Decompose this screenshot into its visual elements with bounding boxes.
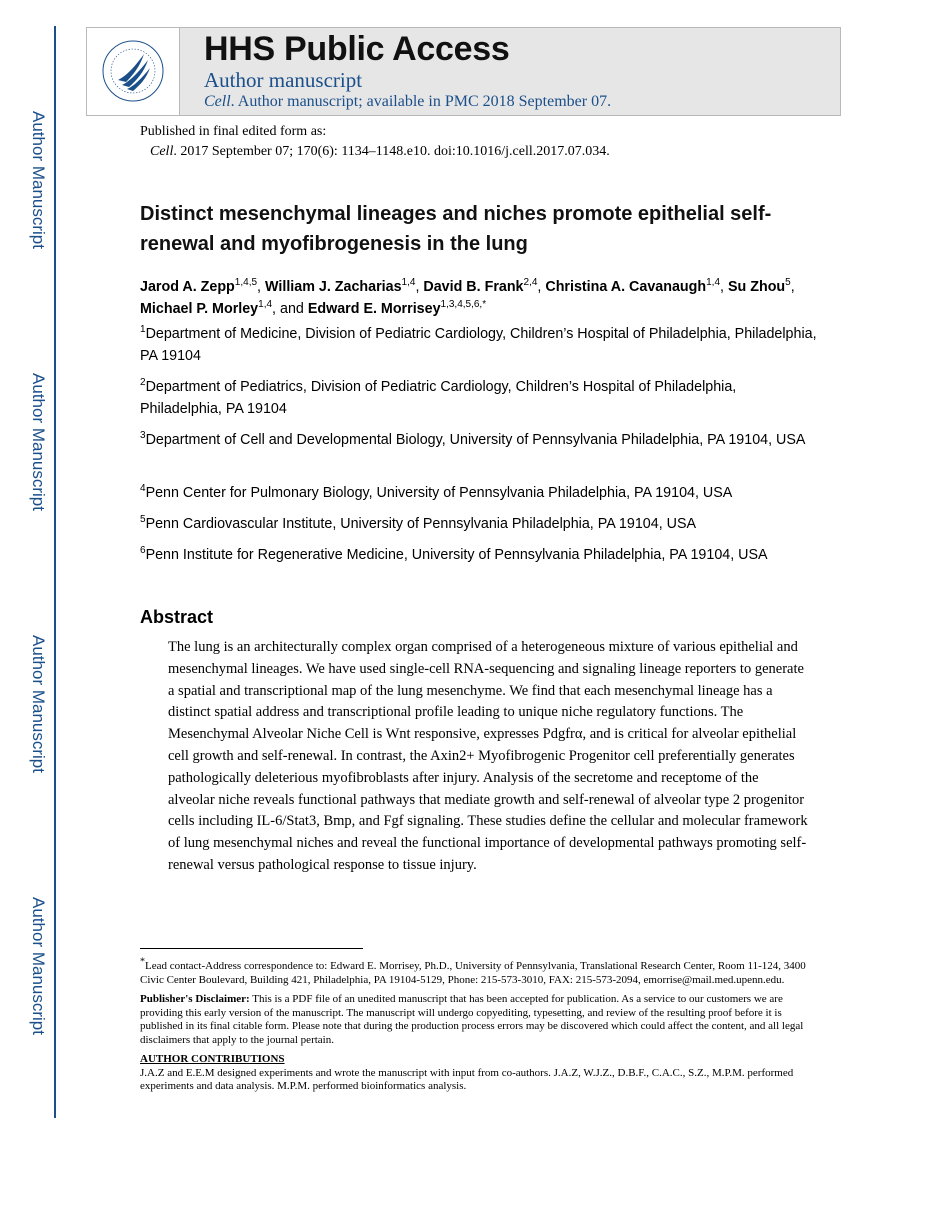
lead-contact-note: *Lead contact-Address correspondence to: Edward E. Morrisey, Ph.D., University of Pennsylvania, Translational Research Center, Room 11-124, 3400 Civic Center Boulevard, Building 421, Philadelphia, PA 19104-5129, Phone: 215-573-3010, FAX: 215-573-2094, emorrise@mail.med.upenn.edu. <box>140 956 806 986</box>
citation <box>140 142 610 162</box>
abstract-text: The lung is an architecturally complex organ comprised of a heterogeneous mixture of various epithelial and mesenchymal lineages. We have used single-cell RNA-sequencing and signaling lineage reporters to generate a spatial and transcriptional map of the lung mesenchyme. We find that each mesenchymal lineage has a distinct spatial address and transcriptional profile leading to unique niche regulatory functions. The Mesenchymal Alveolar Niche Cell is Wnt responsive, expresses Pdgfrα, and is critical for alveolar epithelial cell growth and self-renewal. In contrast, the Axin2+ Myofibrogenic Progenitor cell preferentially generates pathologically deleterious myofibroblasts after injury. Analysis of the secretome and receptome of the alveolar niche reveals functional pathways that mediate growth and self-renewal of alveolar type 2 progenitor cells including IL-6/Stat3, Bmp, and Fgf signaling. These studies define the cellular and molecular framework of lung mesenchymal niches and reveal the functional importance of developmental pathways promoting self-renewal versus pathological response to tissue injury. <box>168 639 808 873</box>
author-affiliation: 1,4 <box>258 299 273 311</box>
author-name[interactable]: David B. Frank <box>423 279 524 295</box>
citation-text: . 2017 September 07; 170(6): 1134–1148.e10. doi:10.1016/j.cell.2017.07.034. <box>173 144 610 159</box>
contributions-text: J.A.Z and E.E.M designed experiments and wrote the manuscript with input from co-authors. J.A.Z, W.J.Z., D.B.F., C.A.C., S.Z., M.P.M. performed experiments and data analysis. M.P.M. performed bioinformatics analysis. <box>140 1066 794 1092</box>
affiliation: $^3$Department of Cell and Developmental Biology, University of Pennsylvania Philadelphia, PA 19104, USA <box>140 430 806 448</box>
author-affiliation: 1,4,5 <box>234 277 258 289</box>
published-label: Published in final edited form as: <box>140 124 327 139</box>
hhs-logo <box>87 28 180 115</box>
affiliation: $^2$Department of Pediatrics, Division of Pediatric Cardiology, Children’s Hospital of Philadelphia, Philadelphia, PA 19104 <box>140 377 737 417</box>
hhs-title: HHS Public Access <box>204 30 510 68</box>
author-affiliation: 1,3,4,5,6,* <box>440 299 487 311</box>
author-affiliation: 1,4 <box>401 277 416 289</box>
journal-name: Cell <box>150 144 174 159</box>
sidebar-label: Author Manuscript <box>29 897 48 1035</box>
publisher-disclaimer: Publisher's Disclaimer: This is a PDF file of an unedited manuscript that has been accepted for publication. As a service to our customers we are providing this early version of the manuscript. The manuscript will undergo copyediting, typesetting, and review of the resulting proof before it is published in its final citable form. Please note that during the production process errors may be discovered which could affect the content, and all legal disclaimers that apply to the journal pertain. <box>140 993 804 1046</box>
author-name[interactable]: Christina A. Cavanaugh <box>545 279 707 295</box>
footnotes <box>140 956 820 1100</box>
publication-info <box>140 122 610 162</box>
hhs-header <box>86 27 841 116</box>
affiliation: $^4$Penn Center for Pulmonary Biology, University of Pennsylvania Philadelphia, PA 19104, USA <box>140 483 733 501</box>
author-name[interactable]: Edward E. Morrisey <box>307 301 441 317</box>
author-name[interactable]: Su Zhou <box>727 279 786 295</box>
author-name[interactable]: Jarod A. Zepp <box>140 279 235 295</box>
availability-text: . Author manuscript; available in PMC 2018 September 07. <box>230 93 612 110</box>
author-list: Jarod A. Zepp$^{1,4,5}$, William J. Zacharias$^{1,4}$, David B. Frank$^{2,4}$, Christina A. Cavanaugh$^{1,4}$, Su Zhou$^5$, Michael P. Morley$^{1,4}$, and Edward E. Morrisey$^{1,3,4,5,6,*}$ <box>140 277 795 317</box>
hhs-eagle-icon <box>100 36 166 106</box>
sidebar-rule <box>54 26 56 1118</box>
affiliation: $^6$Penn Institute for Regenerative Medicine, University of Pennsylvania Philadelphia, PA 19104, USA <box>140 545 768 563</box>
hhs-subtitle: Author manuscript <box>204 68 363 92</box>
author-name[interactable]: Michael P. Morley <box>140 301 259 317</box>
journal-name: Cell <box>204 93 231 110</box>
availability-line <box>204 93 611 111</box>
author-affiliation: 5 <box>785 277 791 289</box>
sidebar-label: Author Manuscript <box>29 373 48 511</box>
sidebar-label: Author Manuscript <box>29 635 48 773</box>
sidebar-label: Author Manuscript <box>29 111 48 249</box>
affiliation: $^1$Department of Medicine, Division of Pediatric Cardiology, Children’s Hospital of Philadelphia, Philadelphia, PA 19104 <box>140 324 817 364</box>
affiliation: $^5$Penn Cardiovascular Institute, University of Pennsylvania Philadelphia, PA 19104, USA <box>140 514 697 532</box>
article-title: Distinct mesenchymal lineages and niches promote epithelial self-renewal and myofibrogenesis in the lung <box>140 203 772 255</box>
author-affiliation: 2,4 <box>523 277 538 289</box>
author-name[interactable]: William J. Zacharias <box>265 279 402 295</box>
author-affiliation: 1,4 <box>706 277 721 289</box>
footnote-rule <box>140 948 363 949</box>
abstract-heading: Abstract <box>140 607 214 627</box>
contributions-heading: AUTHOR CONTRIBUTIONS <box>140 1053 285 1065</box>
